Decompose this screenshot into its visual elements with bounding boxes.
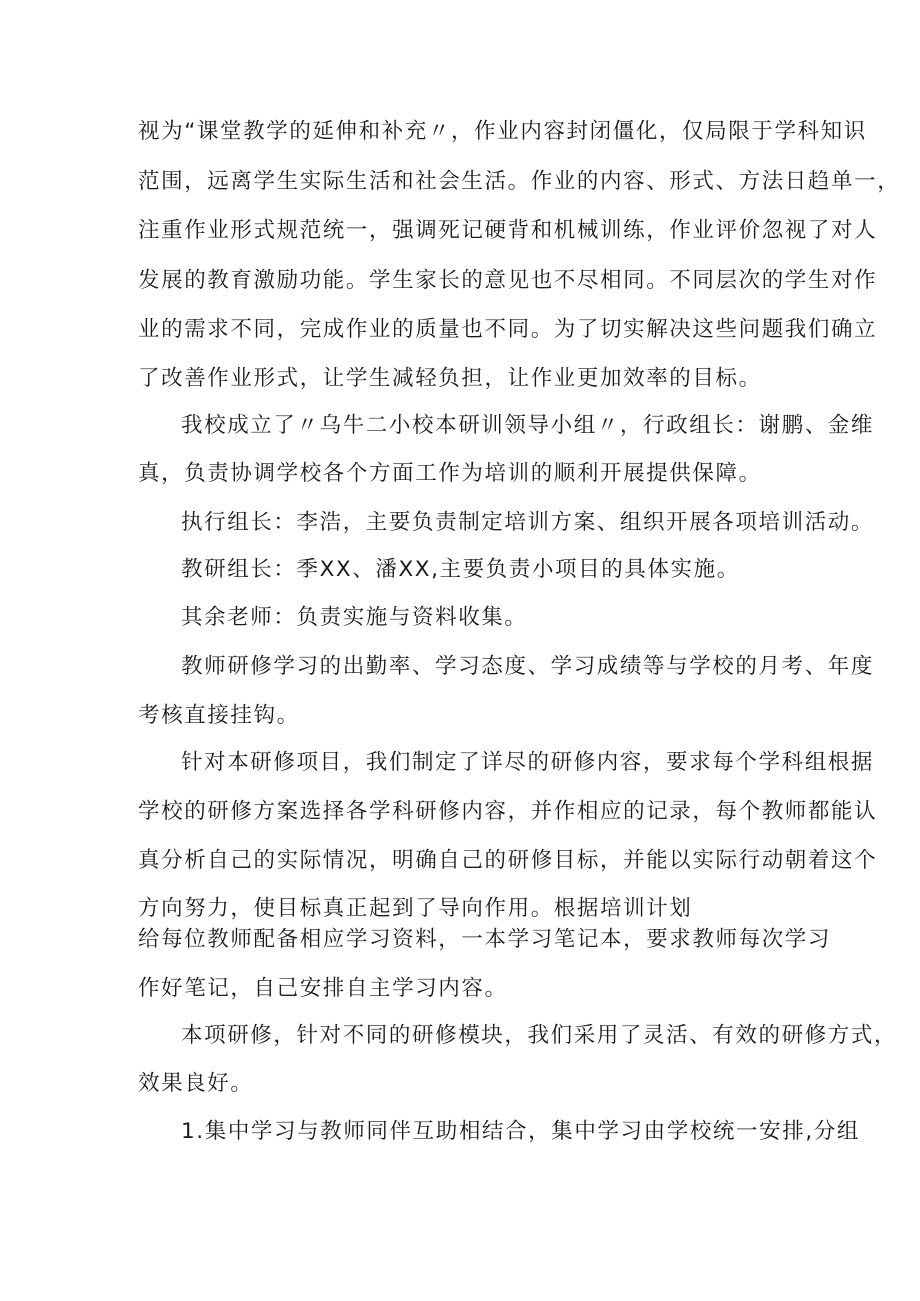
text-line: 给每位教师配备相应学习资料，一本学习笔记本，要求教师每次学习: [138, 927, 832, 952]
text-line: 本项研修，针对不同的研修模块，我们采用了灵活、有效的研修方式，: [181, 1023, 898, 1048]
text-line: 真，负责协调学校各个方面工作为培训的顺利开展提供保障。: [138, 461, 762, 486]
text-line: 发展的教育激励功能。学生家长的意见也不尽相同。不同层次的学生对作: [138, 268, 878, 293]
text-line: 学校的研修方案选择各学科研修内容，并作相应的记录，每个教师都能认: [138, 799, 878, 824]
text-line: 作好笔记，自己安排自主学习内容。: [138, 976, 508, 1001]
text-line: 教研组长：季XX、潘XX,主要负责小项目的具体实施。: [181, 557, 740, 582]
text-line: 其余老师：负责实施与资料收集。: [181, 605, 528, 630]
text-line: 针对本研修项目，我们制定了详尽的研修内容，要求每个学科组根据: [181, 750, 875, 775]
text-line: 教师研修学习的出勤率、学习态度、学习成绩等与学校的月考、年度: [181, 654, 875, 679]
text-line: 业的需求不同，完成作业的质量也不同。为了切实解决这些问题我们确立: [138, 317, 878, 342]
text-line: 注重作业形式规范统一，强调死记硬背和机械训练，作业评价忽视了对人: [138, 218, 878, 243]
text-line: 效果良好。: [138, 1071, 254, 1096]
text-line: 我校成立了〃乌牛二小校本研训领导小组〃，行政组长：谢鹏、金维: [181, 413, 875, 438]
text-line: 方向努力，使目标真正起到了导向作用。根据培训计划: [138, 896, 693, 921]
text-line: 范围，远离学生实际生活和社会生活。作业的内容、形式、方法日趋单一，: [138, 169, 901, 194]
text-line: 真分析自己的实际情况，明确自己的研修目标，并能以实际行动朝着这个: [138, 848, 878, 873]
text-line: 考核直接挂钩。: [138, 703, 300, 728]
text-line: 1.集中学习与教师同伴互助相结合，集中学习由学校统一安排,分组: [181, 1119, 860, 1144]
text-line: 了改善作业形式，让学生减轻负担，让作业更加效率的目标。: [138, 366, 762, 391]
text-line: 视为“课堂教学的延伸和补充〃，作业内容封闭僵化，仅局限于学科知识: [138, 119, 867, 144]
text-line: 执行组长：李浩，主要负责制定培训方案、组织开展各项培训活动。: [181, 510, 875, 535]
